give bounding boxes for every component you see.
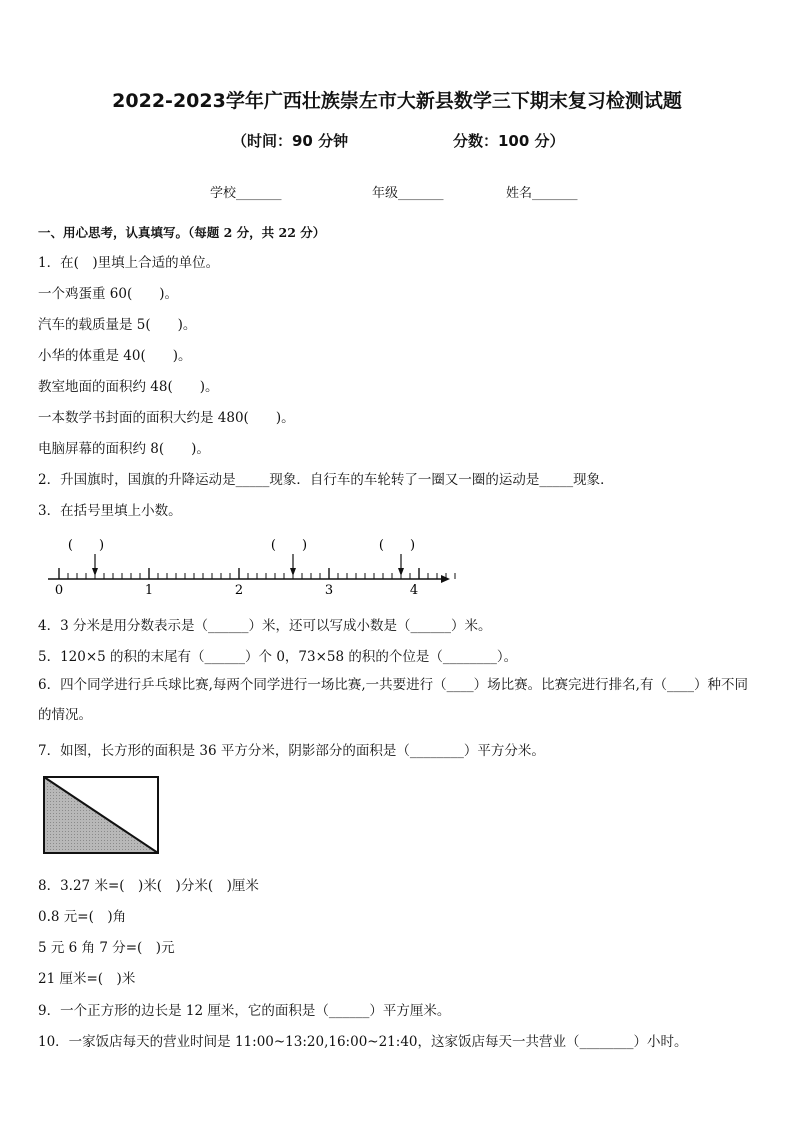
question-5: 5．120×5 的积的末尾有（______）个 0，73×58 的积的个位是（________）。 — [38, 649, 518, 665]
number-line-label: 3 — [324, 583, 334, 598]
question-1-item: 小华的体重是 40( )。 — [38, 348, 192, 364]
section-heading: 一、用心思考，认真填写。（每题 2 分，共 22 分） — [38, 225, 326, 240]
name-field[interactable]: 姓名_______ — [506, 186, 578, 201]
number-line-label: 1 — [144, 583, 154, 598]
question-8-item: 5 元 6 角 7 分=( )元 — [38, 940, 175, 956]
question-1-item: 一本数学书封面的面积大约是 480( )。 — [38, 410, 295, 426]
question-8-item: 21 厘米=( )米 — [38, 971, 136, 987]
number-line-arrow — [398, 554, 404, 576]
question-8-item: 8．3.27 米=( )米( )分米( )厘米 — [38, 878, 259, 894]
number-line-label: 2 — [234, 583, 244, 598]
exam-score: 分数：100 分） — [453, 132, 565, 150]
number-line-arrow — [92, 554, 98, 576]
number-line-arrows — [92, 554, 404, 576]
number-line-arrow — [290, 554, 296, 576]
question-7: 7．如图，长方形的面积是 36 平方分米，阴影部分的面积是（________）平方分米。 — [38, 743, 545, 759]
question-1-item: 汽车的载质量是 5( )。 — [38, 317, 197, 333]
grade-field[interactable]: 年级_______ — [372, 186, 444, 201]
exam-time: （时间：90 分钟 — [232, 132, 349, 150]
number-line-ticks — [59, 568, 455, 579]
question-1-item: 教室地面的面积约 48( )。 — [38, 379, 219, 395]
question-4: 4．3 分米是用分数表示是（______）米，还可以写成小数是（______）米。 — [38, 618, 492, 634]
number-line-bracket: ( ) — [67, 538, 105, 553]
question-10: 10．一家饭店每天的营业时间是 11:00~13:20,16:00~21:40，这家饭店每天一共营业（________）小时。 — [38, 1034, 688, 1050]
question-3: 3．在括号里填上小数。 — [38, 503, 182, 519]
number-line-label: 4 — [409, 583, 419, 598]
rectangle-figure — [40, 773, 164, 857]
school-field[interactable]: 学校_______ — [210, 186, 282, 201]
question-8-item: 0.8 元=( )角 — [38, 909, 127, 925]
question-1-item: 一个鸡蛋重 60( )。 — [38, 286, 179, 302]
number-line-bracket: ( ) — [270, 538, 308, 553]
number-line-label: 0 — [54, 583, 64, 598]
page-title: 2022-2023学年广西壮族崇左市大新县数学三下期末复习检测试题 — [112, 90, 682, 112]
question-9: 9．一个正方形的边长是 12 厘米，它的面积是（______）平方厘米。 — [38, 1003, 451, 1019]
number-line-figure — [40, 530, 460, 600]
question-2: 2．升国旗时，国旗的升降运动是_____现象．自行车的车轮转了一圈又一圈的运动是_____现象． — [38, 472, 614, 488]
question-6: 6．四个同学进行乒乓球比赛,每两个同学进行一场比赛,一共要进行（____）场比赛。比赛完进行排名,有（____）种不同的情况。 — [38, 677, 748, 723]
number-line-bracket: ( ) — [378, 538, 416, 553]
question-1-stem: 1．在( )里填上合适的单位。 — [38, 255, 220, 271]
question-1-item: 电脑屏幕的面积约 8( )。 — [38, 441, 210, 457]
